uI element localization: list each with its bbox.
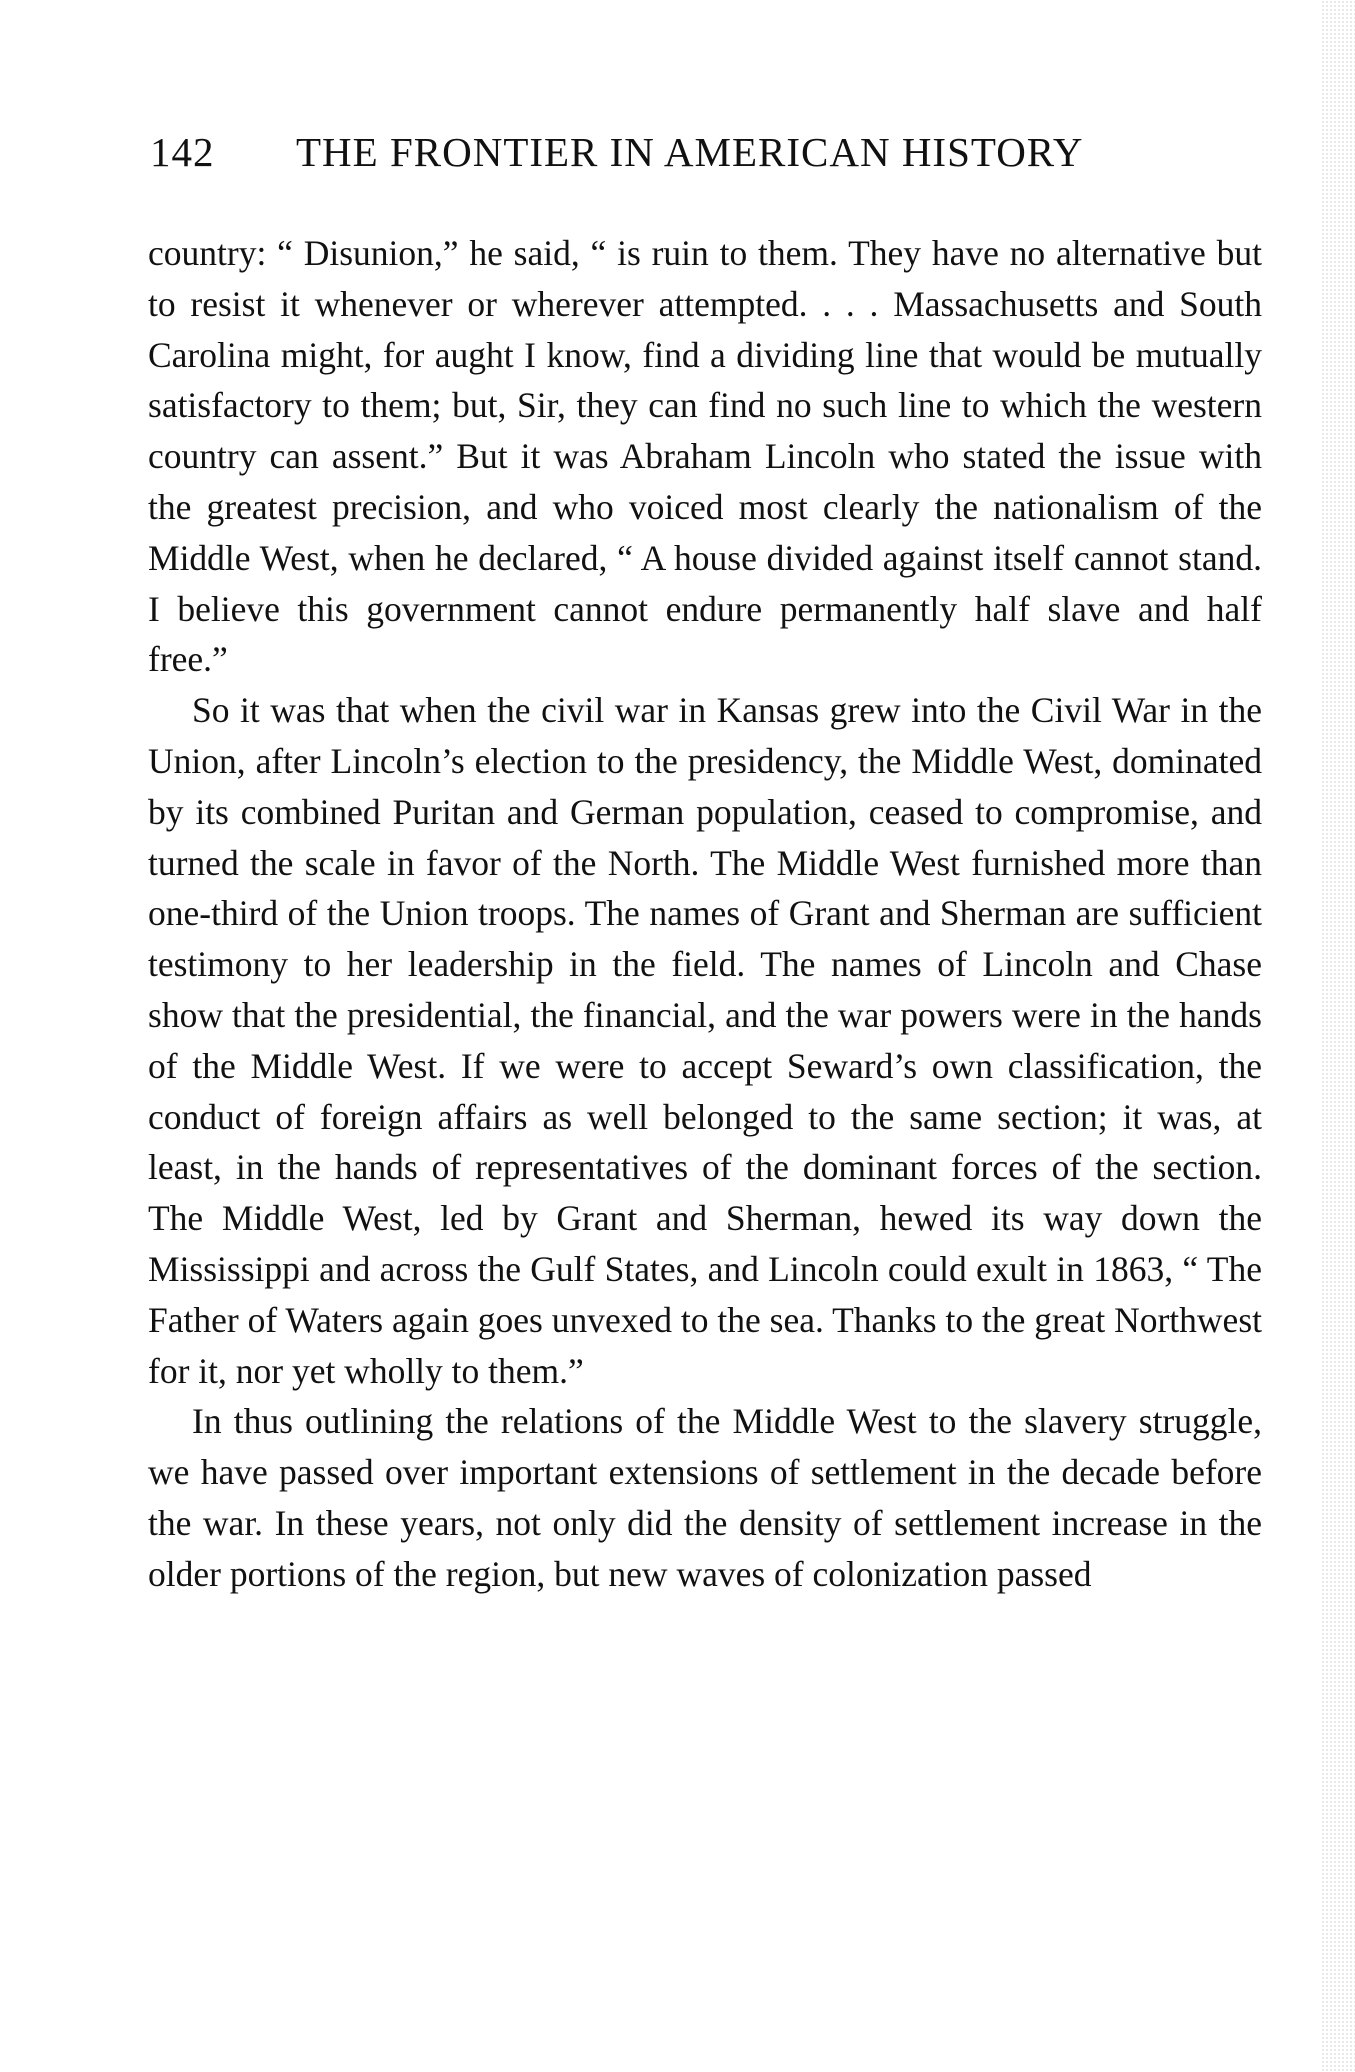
scan-edge-texture (1321, 0, 1355, 2072)
paragraph-continuation: country: “ Disunion,” he said, “ is ruin to them. They have no alternative but to resist it whenever or wherever attempted. . . . Massachusetts and South Carolina might, for aught I know, find a dividing line that would be mutually satisfactory to them; but, Sir, they can find no such line to which the western country can assent.” But it was Abraham Lincoln who stated the issue with the greatest precision, and who voiced most clearly the nationalism of the Middle West, when he declared, “ A house divided against itself cannot stand. I believe this government cannot endure permanently half slave and half free.” (148, 233, 1262, 680)
page-number: 142 (150, 129, 215, 175)
body-text (148, 228, 1262, 1600)
paragraph-civil-war: So it was that when the civil war in Kansas grew into the Civil War in the Union, after Lincoln’s election to the presidency, the Middle West, dominated by its combined Puritan and German population, ceased to compromise, and turned the scale in favor of the North. The Middle West furnished more than one-third of the Union troops. The names of Grant and Sherman are sufficient testimony to her leadership in the field. The names of Lincoln and Chase show that the presidential, the financial, and the war powers were in the hands of the Middle West. If we were to accept Seward’s own classification, the conduct of foreign affairs as well belonged to the same section; it was, at least, in the hands of representatives of the dominant forces of the section. The Middle West, led by Grant and Sherman, hewed its way down the Mississippi and across the Gulf States, and Lincoln could exult in 1863, “ The Father of Waters again goes unvexed to the sea. Thanks to the great Northwest for it, nor yet wholly to them.” (148, 690, 1262, 1391)
page-header (150, 128, 1130, 192)
running-head: THE FRONTIER IN AMERICAN HISTORY (296, 129, 1084, 175)
paragraph-settlement: In thus outlining the relations of the Middle West to the slavery struggle, we have passed over important extensions of settlement in the decade before the war. In these years, not only did the density of settlement increase in the older portions of the region, but new waves of colonization passed (148, 1401, 1262, 1594)
